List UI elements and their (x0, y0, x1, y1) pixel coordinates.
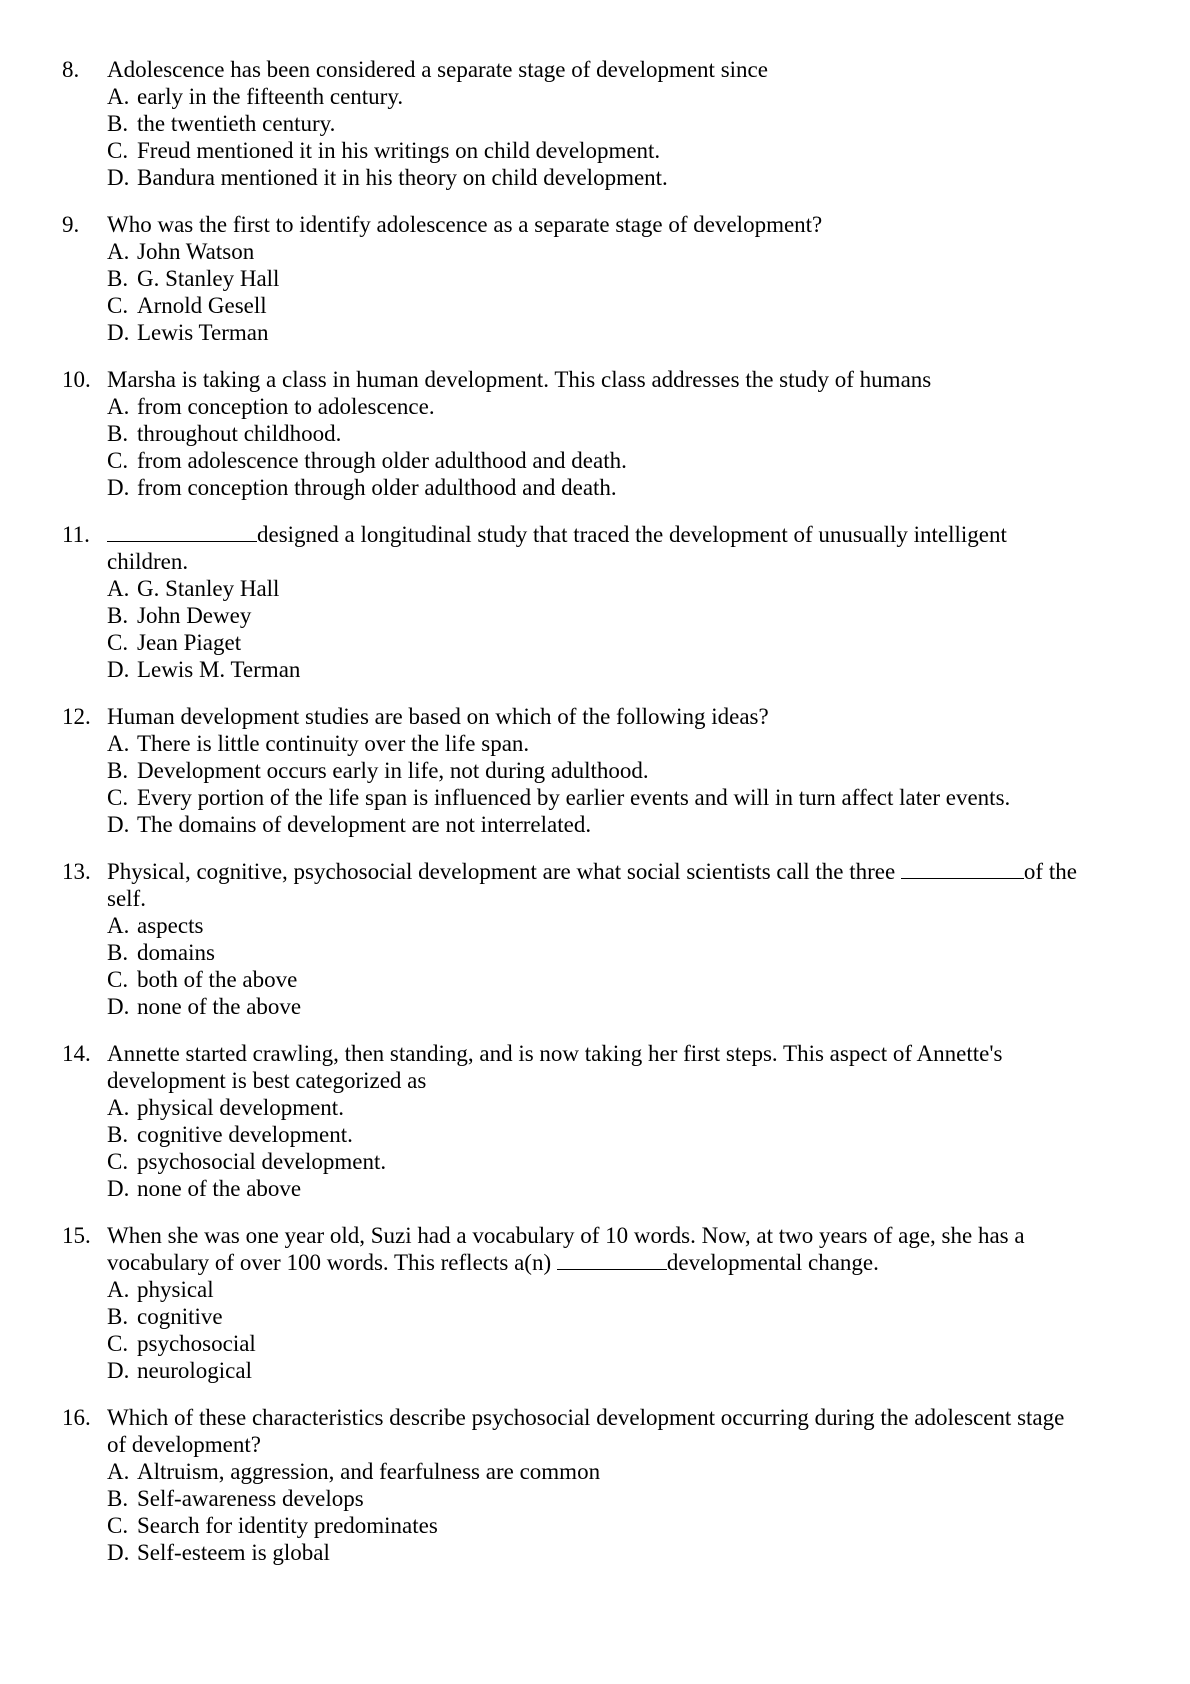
option-b: B. cognitive development. (107, 1122, 353, 1147)
option-d: D. The domains of development are not interrelated. (107, 812, 592, 837)
option-c: C. psychosocial (107, 1331, 256, 1356)
options-list (107, 1276, 1142, 1384)
option-a: A. There is little continuity over the life span. (107, 731, 530, 756)
option-a: A. aspects (107, 913, 204, 938)
option-d: D. none of the above (107, 994, 302, 1019)
stem-before-blank: vocabulary of over 100 words. This reflects a(n) (107, 1250, 552, 1275)
question-number: 10. (62, 367, 91, 392)
option-d: D. none of the above (107, 1176, 302, 1201)
question-13 (62, 858, 1142, 1020)
option-c: C. Search for identity predominates (107, 1513, 438, 1538)
question-stem: Which of these characteristics describe psychosocial development occurring during the adolescent stage of development? (107, 1405, 1065, 1457)
question-number: 12. (62, 704, 91, 729)
option-a: A. from conception to adolescence. (107, 394, 435, 419)
stem-before-blank: Physical, cognitive, psychosocial development are what social scientists call the three (107, 859, 896, 884)
question-stem: Human development studies are based on which of the following ideas? (107, 704, 769, 729)
option-d: D. Lewis Terman (107, 320, 269, 345)
option-b: B. the twentieth century. (107, 111, 336, 136)
question-15 (62, 1222, 1142, 1384)
option-d: D. neurological (107, 1358, 252, 1383)
option-a: A. physical (107, 1277, 214, 1302)
option-a: A. physical development. (107, 1095, 344, 1120)
stem-after-blank: designed a longitudinal study that traced the development of unusually intelligent (257, 522, 1007, 547)
question-stem: Who was the first to identify adolescence as a separate stage of development? (107, 212, 823, 237)
stem-continuation: children. (107, 549, 189, 574)
option-b: B. Self-awareness develops (107, 1486, 364, 1511)
option-c: C. Freud mentioned it in his writings on child development. (107, 138, 661, 163)
option-d: D. Bandura mentioned it in his theory on child development. (107, 165, 668, 190)
option-a: A. early in the fifteenth century. (107, 84, 404, 109)
question-8 (62, 56, 1142, 191)
question-stem (107, 858, 1142, 912)
option-b: B. G. Stanley Hall (107, 266, 280, 291)
option-c: C. from adolescence through older adulthood and death. (107, 448, 627, 473)
option-b: B. throughout childhood. (107, 421, 342, 446)
question-number: 14. (62, 1041, 91, 1066)
option-a: A. G. Stanley Hall (107, 576, 280, 601)
option-d: D. from conception through older adulthood and death. (107, 475, 617, 500)
question-number: 16. (62, 1405, 91, 1430)
question-14 (62, 1040, 1142, 1202)
stem-after-blank: of the (1023, 859, 1077, 884)
question-9 (62, 211, 1142, 346)
question-stem: Annette started crawling, then standing, and is now taking her first steps. This aspect of Annette's development is best categorized as (107, 1041, 1003, 1093)
question-stem: Adolescence has been considered a separate stage of development since (107, 57, 768, 82)
option-c: C. Jean Piaget (107, 630, 242, 655)
options-list (107, 730, 1142, 838)
question-number: 15. (62, 1223, 91, 1248)
answer-blank (557, 1249, 667, 1270)
question-16 (62, 1404, 1142, 1566)
question-number: 11. (62, 522, 90, 547)
options-list (107, 1458, 1142, 1566)
option-d: D. Lewis M. Terman (107, 657, 301, 682)
options-list (107, 238, 1142, 346)
option-c: C. both of the above (107, 967, 298, 992)
question-number: 13. (62, 859, 91, 884)
option-b: B. cognitive (107, 1304, 223, 1329)
question-10 (62, 366, 1142, 501)
options-list (107, 912, 1142, 1020)
stem-after-blank: developmental change. (666, 1250, 879, 1275)
question-stem (107, 521, 1142, 575)
option-c: C. psychosocial development. (107, 1149, 387, 1174)
question-11 (62, 521, 1142, 683)
question-number: 8. (62, 57, 80, 82)
question-stem: When she was one year old, Suzi had a vocabulary of 10 words. Now, at two years of age, she has a vocabulary of over 100 words. This reflects a(n) developmental change. (107, 1223, 1025, 1275)
question-number: 9. (62, 212, 80, 237)
option-b: B. Development occurs early in life, not during adulthood. (107, 758, 649, 783)
stem-continuation: self. (107, 886, 146, 911)
option-c: C. Every portion of the life span is influenced by earlier events and will in turn affect later events. (107, 785, 1011, 810)
options-list (107, 1094, 1142, 1202)
options-list (107, 575, 1142, 683)
option-d: D. Self-esteem is global (107, 1540, 330, 1565)
options-list (107, 83, 1142, 191)
question-12 (62, 703, 1142, 838)
option-b: B. John Dewey (107, 603, 252, 628)
option-a: A. Altruism, aggression, and fearfulness are common (107, 1459, 601, 1484)
option-b: B. domains (107, 940, 215, 965)
option-c: C. Arnold Gesell (107, 293, 267, 318)
answer-blank (107, 521, 257, 542)
options-list (107, 393, 1142, 501)
answer-blank (901, 858, 1024, 879)
question-stem: Marsha is taking a class in human development. This class addresses the study of humans (107, 367, 932, 392)
option-a: A. John Watson (107, 239, 255, 264)
